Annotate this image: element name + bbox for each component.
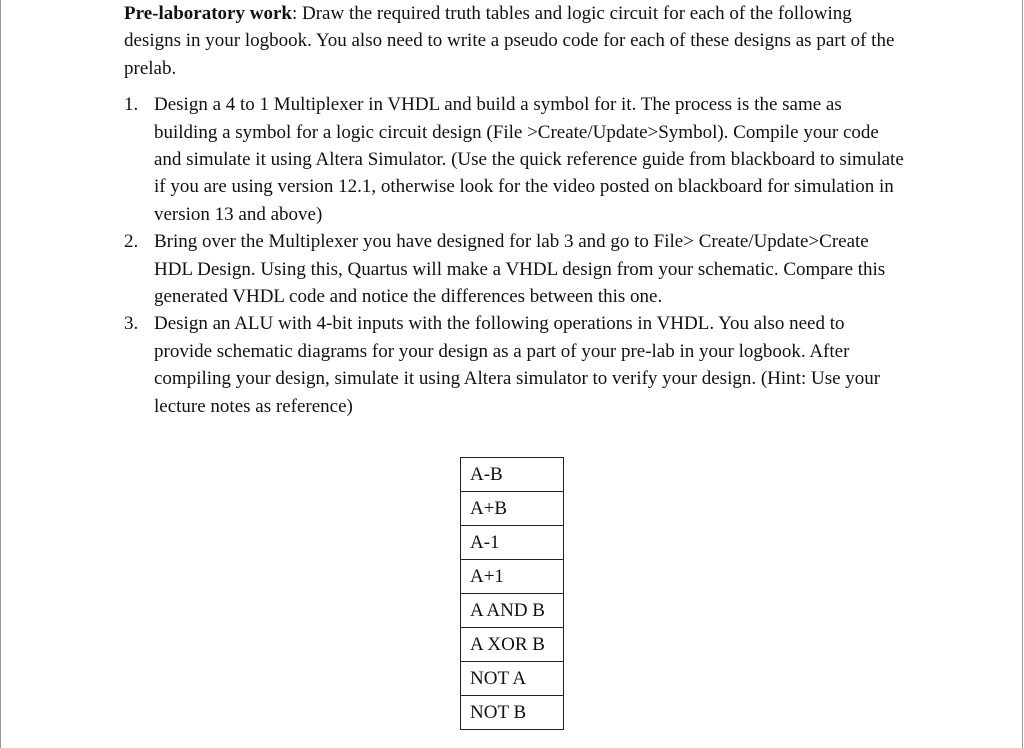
table-row <box>461 458 564 492</box>
table-row <box>461 560 564 594</box>
task-text: Design a 4 to 1 Multiplexer in VHDL and build a symbol for it. The process is the same as building a symbol for a logic circuit design (File >Create/Update>Symbol). Compile your code and simulate it using Altera Simulator. (Use the quick reference guide from blackboard to simulate if you are using version 12.1, otherwise look for the video posted on blackboard for simulation in version 13 and above) <box>154 94 904 225</box>
table-row <box>461 526 564 560</box>
operation-cell: A XOR B <box>461 628 564 662</box>
alu-operations-table <box>460 457 564 730</box>
operation-cell: A-B <box>461 458 564 492</box>
task-list <box>124 91 904 420</box>
task-item-2 <box>124 228 904 310</box>
operation-cell: NOT B <box>461 696 564 730</box>
intro-paragraph <box>124 0 904 82</box>
table-row <box>461 696 564 730</box>
page-right-border <box>1022 0 1023 748</box>
operation-cell: A+B <box>461 492 564 526</box>
operation-cell: A AND B <box>461 594 564 628</box>
task-number: 2. <box>124 231 139 253</box>
page-left-border <box>0 0 1 748</box>
table-row <box>461 594 564 628</box>
task-number: 3. <box>124 313 139 335</box>
operation-cell: A-1 <box>461 526 564 560</box>
table-row <box>461 492 564 526</box>
table-row <box>461 628 564 662</box>
document-page <box>124 0 904 420</box>
task-item-3 <box>124 310 904 420</box>
task-item-1 <box>124 91 904 228</box>
intro-text: : Draw the required truth tables and logic circuit for each of the following designs in your logbook. You also need to write a pseudo code for each of these designs as part of the prelab. <box>124 3 895 79</box>
task-text: Design an ALU with 4-bit inputs with the following operations in VHDL. You also need to provide schematic diagrams for your design as a part of your pre-lab in your logbook. After compiling your design, simulate it using Altera simulator to verify your design. (Hint: Use your lecture notes as reference) <box>154 313 881 417</box>
task-text: Bring over the Multiplexer you have designed for lab 3 and go to File> Create/Update>Create HDL Design. Using this, Quartus will make a VHDL design from your schematic. Compare this generated VHDL code and notice the differences between this one. <box>154 231 886 308</box>
operation-cell: A+1 <box>461 560 564 594</box>
table-row <box>461 662 564 696</box>
task-number: 1. <box>124 94 139 116</box>
operation-cell: NOT A <box>461 662 564 696</box>
intro-bold-label: Pre-laboratory work <box>124 3 292 24</box>
